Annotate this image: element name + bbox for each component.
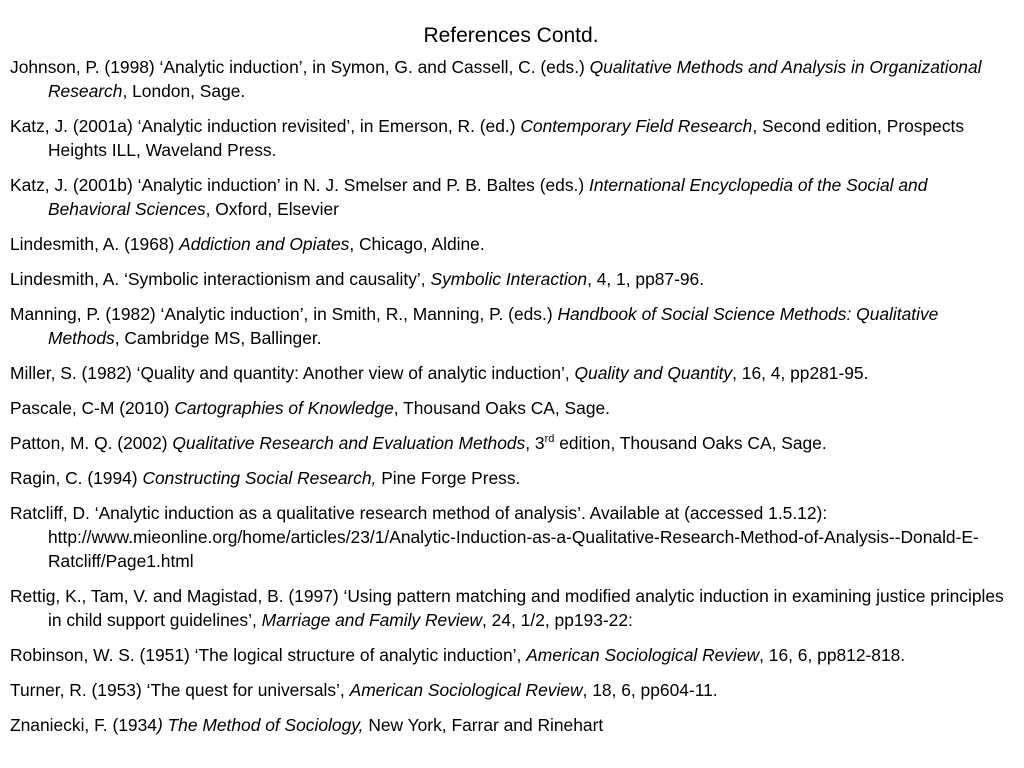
reference-item: [10, 584, 1012, 632]
reference-title: Marriage and Family Review: [261, 610, 483, 630]
reference-item: [10, 232, 1012, 256]
reference-item: [10, 55, 1012, 103]
reference-title: Handbook of Social Science Methods: Qualitative Methods: [48, 304, 939, 348]
reference-text: Manning, P. (1982) ‘Analytic induction’, in Smith, R., Manning, P. (eds.): [10, 304, 558, 324]
reference-item: [10, 396, 1012, 420]
reference-item: [10, 431, 1012, 455]
reference-title: American Sociological Review: [349, 680, 583, 700]
reference-text: Znaniecki, F. (1934: [10, 715, 157, 735]
reference-title: Symbolic Interaction: [430, 269, 588, 289]
reference-text: , 16, 6, pp812-818.: [759, 645, 906, 665]
reference-item: [10, 466, 1012, 490]
reference-text: Robinson, W. S. (1951) ‘The logical structure of analytic induction’,: [10, 645, 527, 665]
reference-text: Turner, R. (1953) ‘The quest for universals’,: [10, 680, 350, 700]
reference-text: Lindesmith, A. (1968): [10, 234, 180, 254]
reference-text: , 24, 1/2, pp193-22:: [482, 610, 633, 630]
reference-item: [10, 302, 1012, 350]
reference-text: , Second edition, Prospects Heights ILL, Waveland Press.: [48, 116, 965, 160]
reference-text: , Chicago, Aldine.: [349, 234, 485, 254]
reference-text: Ratcliff, D. ‘Analytic induction as a qualitative research method of analysis’. Available at (accessed 1.5.12): http://www.mieonline.org/home/articles/23/1/Analytic-Induction-as-a-Qualitative-Research-Method-of-Analysis--Donald-E-Ratcliff/Page1.html: [10, 503, 979, 571]
reference-title: Cartographies of Knowledge: [174, 398, 394, 418]
reference-text: New York, Farrar and Rinehart: [363, 715, 604, 735]
reference-item: [10, 267, 1012, 291]
reference-item: [10, 501, 1012, 573]
reference-title: Qualitative Research and Evaluation Methods: [172, 433, 526, 453]
reference-title: American Sociological Review: [526, 645, 760, 665]
reference-title: Quality and Quantity: [574, 363, 733, 383]
reference-superscript: rd: [544, 433, 555, 446]
reference-item: [10, 114, 1012, 162]
reference-title: Addiction and Opiates: [179, 234, 350, 254]
reference-text: Lindesmith, A. ‘Symbolic interactionism and causality’,: [10, 269, 431, 289]
reference-text: Johnson, P. (1998) ‘Analytic induction’, in Symon, G. and Cassell, C. (eds.): [10, 57, 590, 77]
reference-title: Qualitative Methods and Analysis in Organizational Research: [48, 57, 982, 101]
reference-item: [10, 173, 1012, 221]
reference-title: Contemporary Field Research: [520, 116, 753, 136]
reference-text: , 3: [525, 433, 545, 453]
reference-item: [10, 678, 1012, 702]
reference-text: Pine Forge Press.: [376, 468, 521, 488]
reference-text: Miller, S. (1982) ‘Quality and quantity: Another view of analytic induction’,: [10, 363, 575, 383]
reference-text: , Thousand Oaks CA, Sage.: [393, 398, 611, 418]
reference-text: , 4, 1, pp87-96.: [587, 269, 705, 289]
reference-text: , Cambridge MS, Ballinger.: [114, 328, 322, 348]
reference-list: [10, 55, 1012, 737]
reference-text: Ragin, C. (1994): [10, 468, 143, 488]
reference-item: [10, 361, 1012, 385]
page-title: References Contd.: [423, 24, 599, 47]
reference-item: [10, 713, 1012, 737]
reference-text: Rettig, K., Tam, V. and Magistad, B. (1997) ‘Using pattern matching and modified analytic induction in examining justice principles in child support guidelines’,: [10, 586, 1004, 630]
reference-title: International Encyclopedia of the Social and Behavioral Sciences: [48, 175, 928, 219]
reference-title: ) The Method of Sociology,: [156, 715, 364, 735]
reference-text: Katz, J. (2001b) ‘Analytic induction’ in N. J. Smelser and P. B. Baltes (eds.): [10, 175, 589, 195]
reference-text: , Oxford, Elsevier: [205, 199, 339, 219]
reference-title: Constructing Social Research,: [142, 468, 377, 488]
reference-text: Patton, M. Q. (2002): [10, 433, 173, 453]
reference-text: Katz, J. (2001a) ‘Analytic induction revisited’, in Emerson, R. (ed.): [10, 116, 521, 136]
reference-text: , 18, 6, pp604-11.: [582, 680, 718, 700]
reference-item: [10, 643, 1012, 667]
reference-text: Pascale, C-M (2010): [10, 398, 175, 418]
reference-text: , London, Sage.: [122, 81, 246, 101]
reference-text: edition, Thousand Oaks CA, Sage.: [554, 433, 827, 453]
reference-text: , 16, 4, pp281-95.: [732, 363, 869, 383]
